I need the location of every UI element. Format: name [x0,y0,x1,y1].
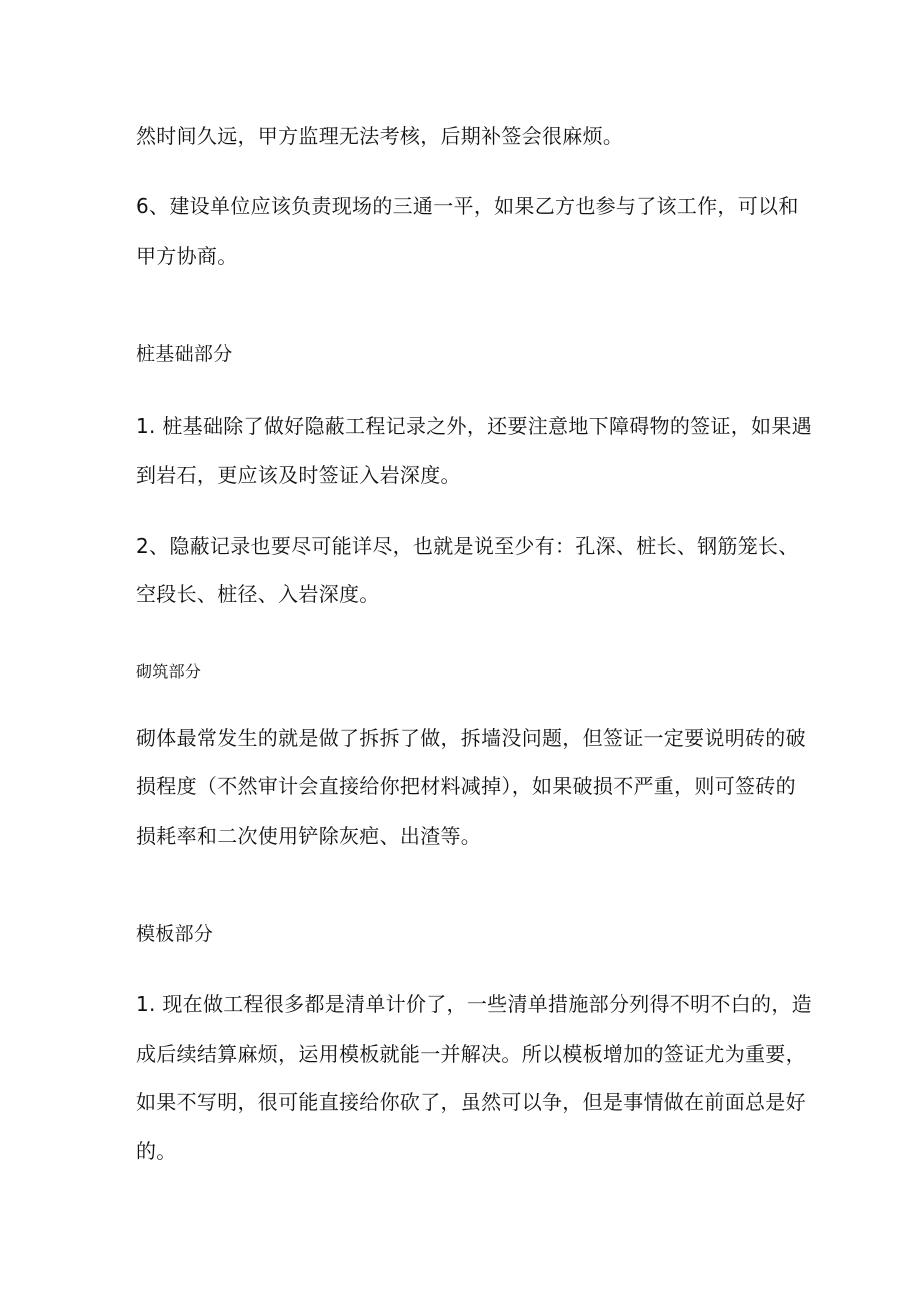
paragraph-line: 6、建设单位应该负责现场的三通一平，如果乙方也参与了该工作，可以和 [136,194,799,218]
section-heading-formwork: 模板部分 [136,923,214,945]
paragraph-line: 成后续结算麻烦，运用模板就能一并解决。所以模板增加的签证尤为重要， [136,1042,806,1066]
paragraph-line: 1. 现在做工程很多都是清单计价了，一些清单措施部分列得不明不白的，造 [136,992,812,1016]
paragraph-line: 损耗率和二次使用铲除灰疤、出渣等。 [136,824,482,848]
paragraph-line: 如果不写明，很可能直接给你砍了，虽然可以争，但是事情做在前面总是好 [136,1090,806,1114]
section-heading-pile-foundation: 桩基础部分 [136,343,233,365]
paragraph-line: 2、隐蔽记录也要尽可能详尽，也就是说至少有：孔深、桩长、钢筋笼长、 [136,534,799,558]
paragraph-line: 砌体最常发生的就是做了拆拆了做，拆墙没问题，但签证一定要说明砖的破 [136,726,806,750]
paragraph-line: 的。 [136,1139,177,1163]
paragraph-line: 损程度（不然审计会直接给你把材料减掉），如果破损不严重，则可签砖的 [136,774,796,798]
paragraph-line: 空段长、桩径、入岩深度。 [136,582,380,606]
paragraph-line: 到岩石，更应该及时签证入岩深度。 [136,463,461,487]
paragraph-line: 1. 桩基础除了做好隐蔽工程记录之外，还要注意地下障碍物的签证，如果遇 [136,414,812,438]
paragraph-line: 然时间久远，甲方监理无法考核，后期补签会很麻烦。 [136,124,624,148]
paragraph-line: 甲方协商。 [136,244,238,268]
section-heading-masonry: 砌筑部分 [136,662,202,681]
